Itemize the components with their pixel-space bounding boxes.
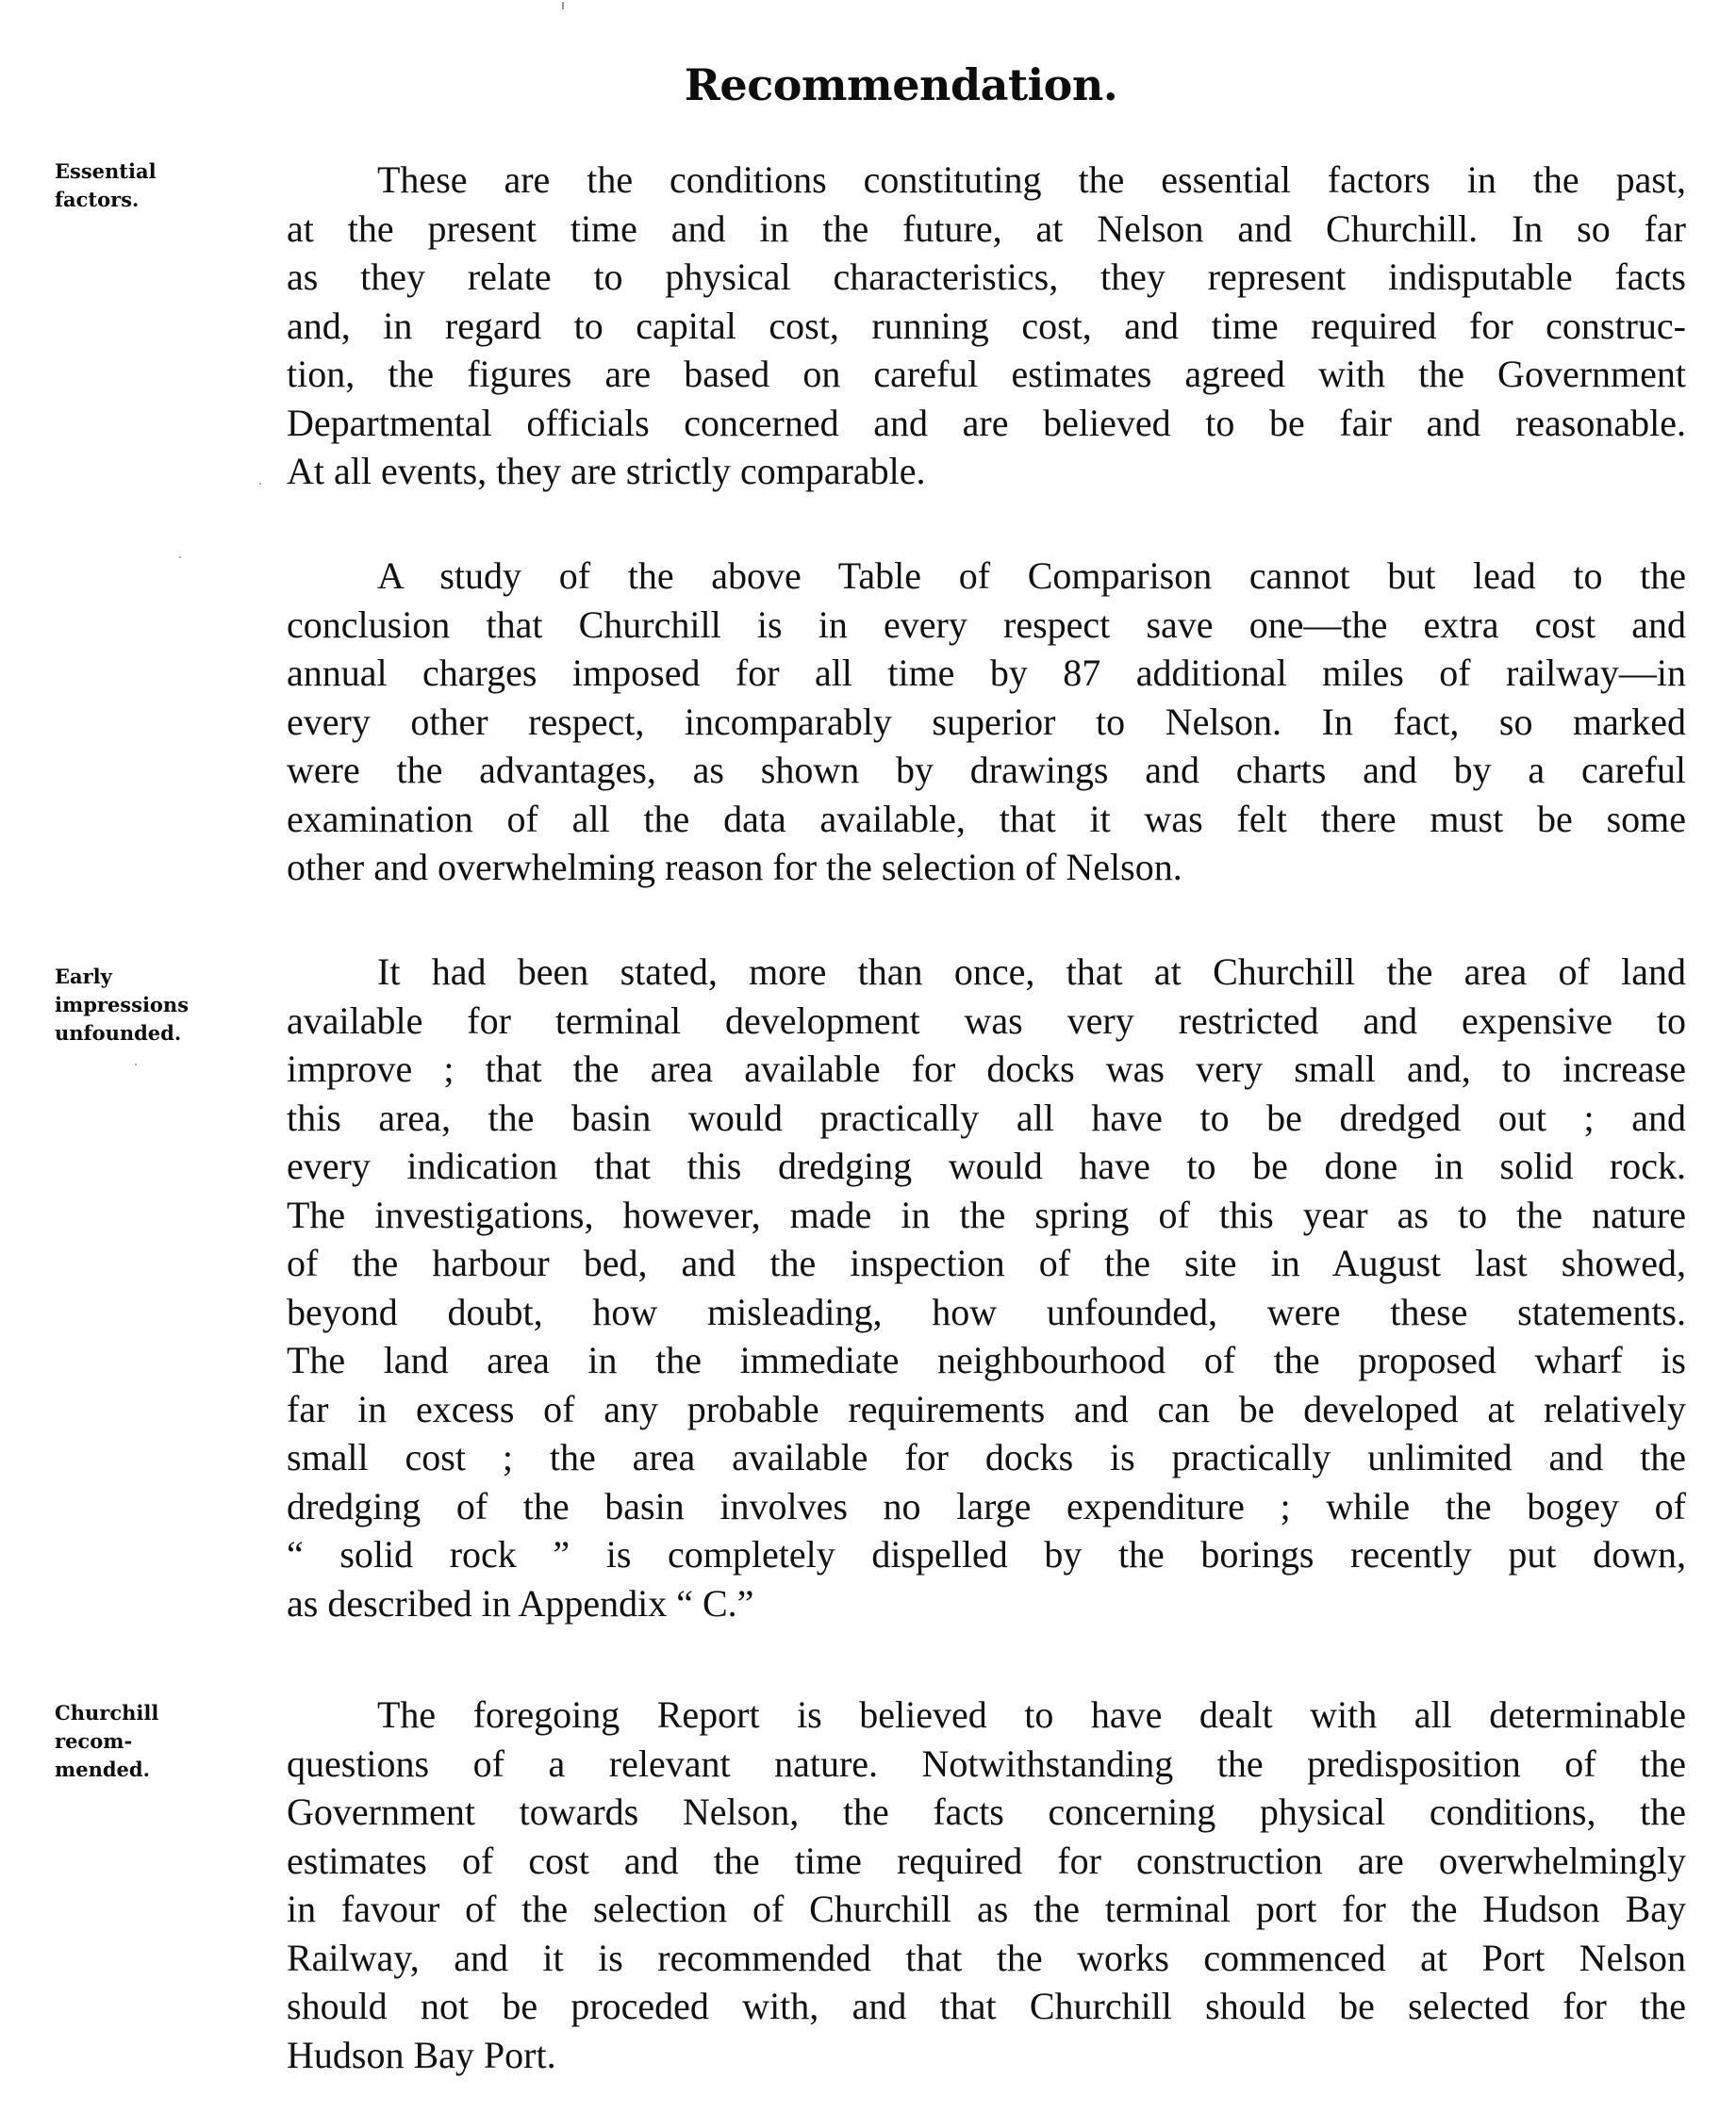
paragraph-line: tion, the figures are based on careful estimates agreed with the Government xyxy=(287,353,1686,395)
paragraph-line: every indication that this dredging would have to be done in solid rock. xyxy=(287,1145,1686,1187)
paragraph-line: estimates of cost and the time required for construction are overwhelmingly xyxy=(287,1839,1686,1882)
paragraph-line: as described in Appendix “ C.” xyxy=(287,1581,754,1625)
paragraph-line: small cost ; the area available for docks is practically unlimited and the xyxy=(287,1436,1686,1478)
margin-note-line: mended. xyxy=(55,1758,150,1781)
paragraph-essential-factors xyxy=(287,156,1686,496)
margin-note-churchill-recommended xyxy=(55,1699,158,1784)
paragraph-line: this area, the basin would practically all have to be dredged out ; and xyxy=(287,1096,1686,1139)
paragraph-line: Hudson Bay Port. xyxy=(287,2033,556,2076)
paragraph-line: annual charges imposed for all time by 87 additional miles of railway—in xyxy=(287,652,1686,694)
scan-speck xyxy=(135,1064,137,1065)
paragraph-line: The foregoing Report is believed to have dealt with all determinable xyxy=(377,1693,1686,1736)
paragraph-line: dredging of the basin involves no large expenditure ; while the bogey of xyxy=(287,1484,1686,1527)
paragraph-line: The land area in the immediate neighbourhood of the proposed wharf is xyxy=(287,1339,1686,1381)
paragraph-line: at the present time and in the future, at Nelson and Churchill. In so far xyxy=(287,206,1686,250)
margin-note-line: Early xyxy=(55,965,112,988)
paragraph-line: It had been stated, more than once, that at Churchill the area of land xyxy=(377,950,1686,993)
margin-note-line: unfounded. xyxy=(55,1021,182,1045)
scan-speck xyxy=(179,556,181,558)
paragraph-line: conclusion that Churchill is in every respect save one—the extra cost and xyxy=(287,603,1686,646)
paragraph-line: Government towards Nelson, the facts concerning physical conditions, the xyxy=(287,1791,1686,1833)
paragraph-line: other and overwhelming reason for the selection of Nelson. xyxy=(287,846,1182,888)
margin-note-essential-factors xyxy=(55,157,157,214)
paragraph-line: “ solid rock ” is completely dispelled by the borings recently put down, xyxy=(287,1533,1686,1576)
paragraph-line: questions of a relevant nature. Notwithstanding the predisposition of the xyxy=(287,1742,1686,1785)
paragraph-line: beyond doubt, how misleading, how unfounded, were these statements. xyxy=(287,1290,1686,1333)
paragraph-line: and, in regard to capital cost, running cost, and time required for construc- xyxy=(287,304,1686,347)
paragraph-line: The investigations, however, made in the spring of this year as to the nature xyxy=(287,1193,1686,1236)
margin-note-line: Churchill xyxy=(55,1701,159,1725)
paragraph-line: improve ; that the area available for docks was very small and, to increase xyxy=(287,1048,1686,1090)
paragraph-line: Railway, and it is recommended that the works commenced at Port Nelson xyxy=(287,1936,1686,1979)
paragraph-early-impressions xyxy=(287,948,1686,1627)
paragraph-line: in favour of the selection of Churchill as the terminal port for the Hudson Bay xyxy=(287,1888,1686,1930)
paragraph-line: should not be proceded with, and that Churchill should be selected for the xyxy=(287,1985,1686,2027)
paragraph-table-of-comparison xyxy=(287,552,1686,892)
paragraph-line: every other respect, incomparably superior to Nelson. In fact, so marked xyxy=(287,700,1686,743)
page-title: Recommendation. xyxy=(684,59,1118,110)
paragraph-line: available for terminal development was very restricted and expensive to xyxy=(287,999,1686,1042)
paragraph-line: were the advantages, as shown by drawings and charts and by a careful xyxy=(287,749,1686,791)
paragraph-churchill-recommended xyxy=(287,1691,1686,2079)
paragraph-line: These are the conditions constituting the essential factors in the past, xyxy=(377,158,1686,201)
paragraph-line: of the harbour bed, and the inspection of the site in August last showed, xyxy=(287,1242,1686,1284)
paragraph-line: examination of all the data available, that it was felt there must be some xyxy=(287,797,1686,840)
margin-note-line: Essential xyxy=(55,159,157,183)
paragraph-line: Departmental officials concerned and are believed to be fair and reasonable. xyxy=(287,401,1686,444)
paragraph-line: as they relate to physical characteristics, they represent indisputable facts xyxy=(287,256,1686,298)
margin-note-early-impressions xyxy=(55,963,189,1048)
paragraph-line: At all events, they are strictly comparable. xyxy=(287,450,926,492)
paragraph-line: far in excess of any probable requirements and can be developed at relatively xyxy=(287,1387,1686,1430)
margin-note-line: impressions xyxy=(55,993,190,1016)
margin-note-line: factors. xyxy=(55,188,140,211)
paragraph-line: A study of the above Table of Comparison cannot but lead to the xyxy=(377,554,1686,597)
scan-speck xyxy=(259,483,261,485)
margin-note-line: recom- xyxy=(55,1729,133,1753)
scan-speck xyxy=(562,2,564,9)
